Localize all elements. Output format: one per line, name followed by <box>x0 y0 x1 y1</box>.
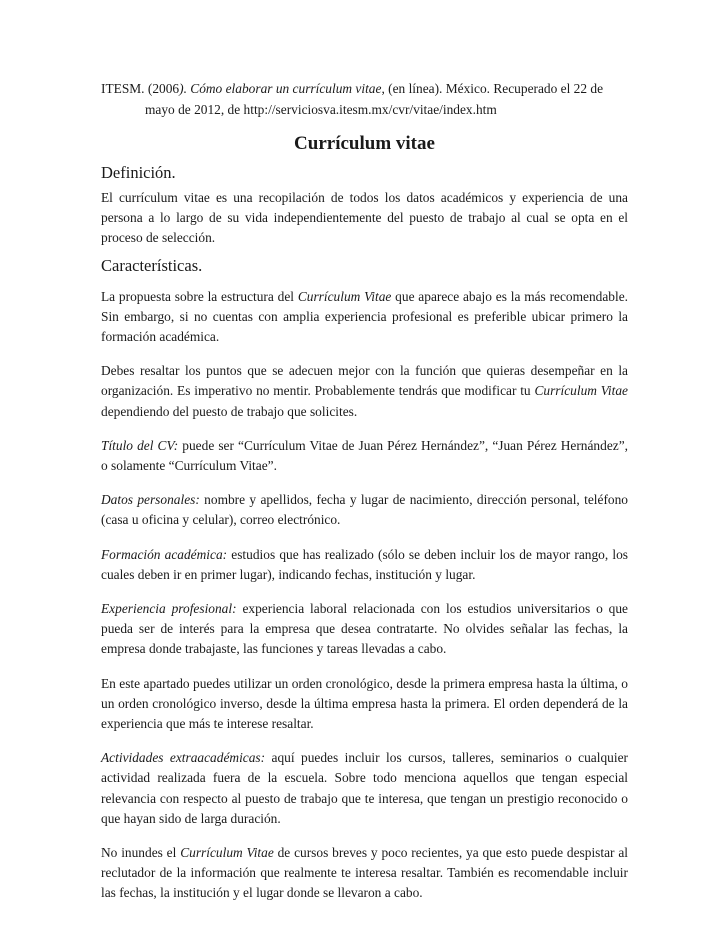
heading-definicion: Definición. <box>101 163 176 182</box>
reference-title: ). Cómo elaborar un currículum vitae <box>179 81 382 96</box>
bibliographic-reference <box>101 78 628 120</box>
paragraph-definicion: El currículum vitae es una recopilación de todos los datos académicos y experiencia de una persona a lo largo de su vida independientemente del puesto de trabajo al cual se opta en el proceso de selección. <box>101 190 628 246</box>
document-title: Currículum vitae <box>294 133 435 154</box>
reference-author-year: ITESM. (2006 <box>101 81 180 96</box>
paragraph-titulo-cv: Título del CV: puede ser “Currículum Vitae de Juan Pérez Hernández”, “Juan Pérez Hernández”, o solamente “Currículum Vitae”. <box>101 437 628 474</box>
paragraph-actividades-extraacademicas: Actividades extraacadémicas: aquí puedes incluir los cursos, talleres, seminarios o cualquier actividad realizada fuera de la escuela. Sobre todo menciona aquellos que tengan especial relevancia con respecto al puesto de trabajo que te interesa, que tengan un prestigio reconocido o que hayan sido de larga duración. <box>101 750 628 826</box>
paragraph-estructura: La propuesta sobre la estructura del Currículum Vitae que aparece abajo es la más recomendable. Sin embargo, si no cuentas con amplia experiencia profesional es preferible ubicar primero la formación académica. <box>101 288 629 345</box>
paragraph-experiencia-profesional: Experiencia profesional: experiencia laboral relacionada con los estudios universitarios o que pueda ser de interés para la empresa que desea contratarte. No olvides señalar las fechas, la empresa donde trabajaste, las funciones y tareas llevadas a cabo. <box>101 601 628 657</box>
heading-caracteristicas: Características. <box>101 255 203 275</box>
reference-details: , (en línea). México. Recuperado el 22 de mayo de 2012, de http://serviciosva.itesm.mx/cvr/vitae/index.htm <box>145 81 604 117</box>
paragraph-no-inundes: No inundes el Currículum Vitae de cursos breves y poco recientes, ya que esto puede despistar al reclutador de la información que realmente te interesa resaltar. También es recomendable incluir las fechas, la institución y el lugar donde se llevaron a cabo. <box>101 845 628 901</box>
paragraph-orden-cronologico: En este apartado puedes utilizar un orden cronológico, desde la primera empresa hasta la última, o un orden cronológico inverso, desde la última empresa hasta la primera. El orden dependerá de la experiencia que más te interese resaltar. <box>101 675 628 732</box>
paragraph-formacion-academica: Formación académica: estudios que has realizado (sólo se deben incluir los de mayor rango, los cuales deben ir en primer lugar), indicando fechas, institución y lugar. <box>101 546 628 582</box>
paragraph-datos-personales: Datos personales: nombre y apellidos, fecha y lugar de nacimiento, dirección personal, teléfono (casa u oficina y celular), correo electrónico. <box>101 492 628 528</box>
paragraph-resaltar: Debes resaltar los puntos que se adecuen mejor con la función que quieras desempeñar en la organización. Es imperativo no mentir. Probablemente tendrás que modificar tu Currículum Vitae dependiendo del puesto de trabajo que solicites. <box>101 363 628 419</box>
